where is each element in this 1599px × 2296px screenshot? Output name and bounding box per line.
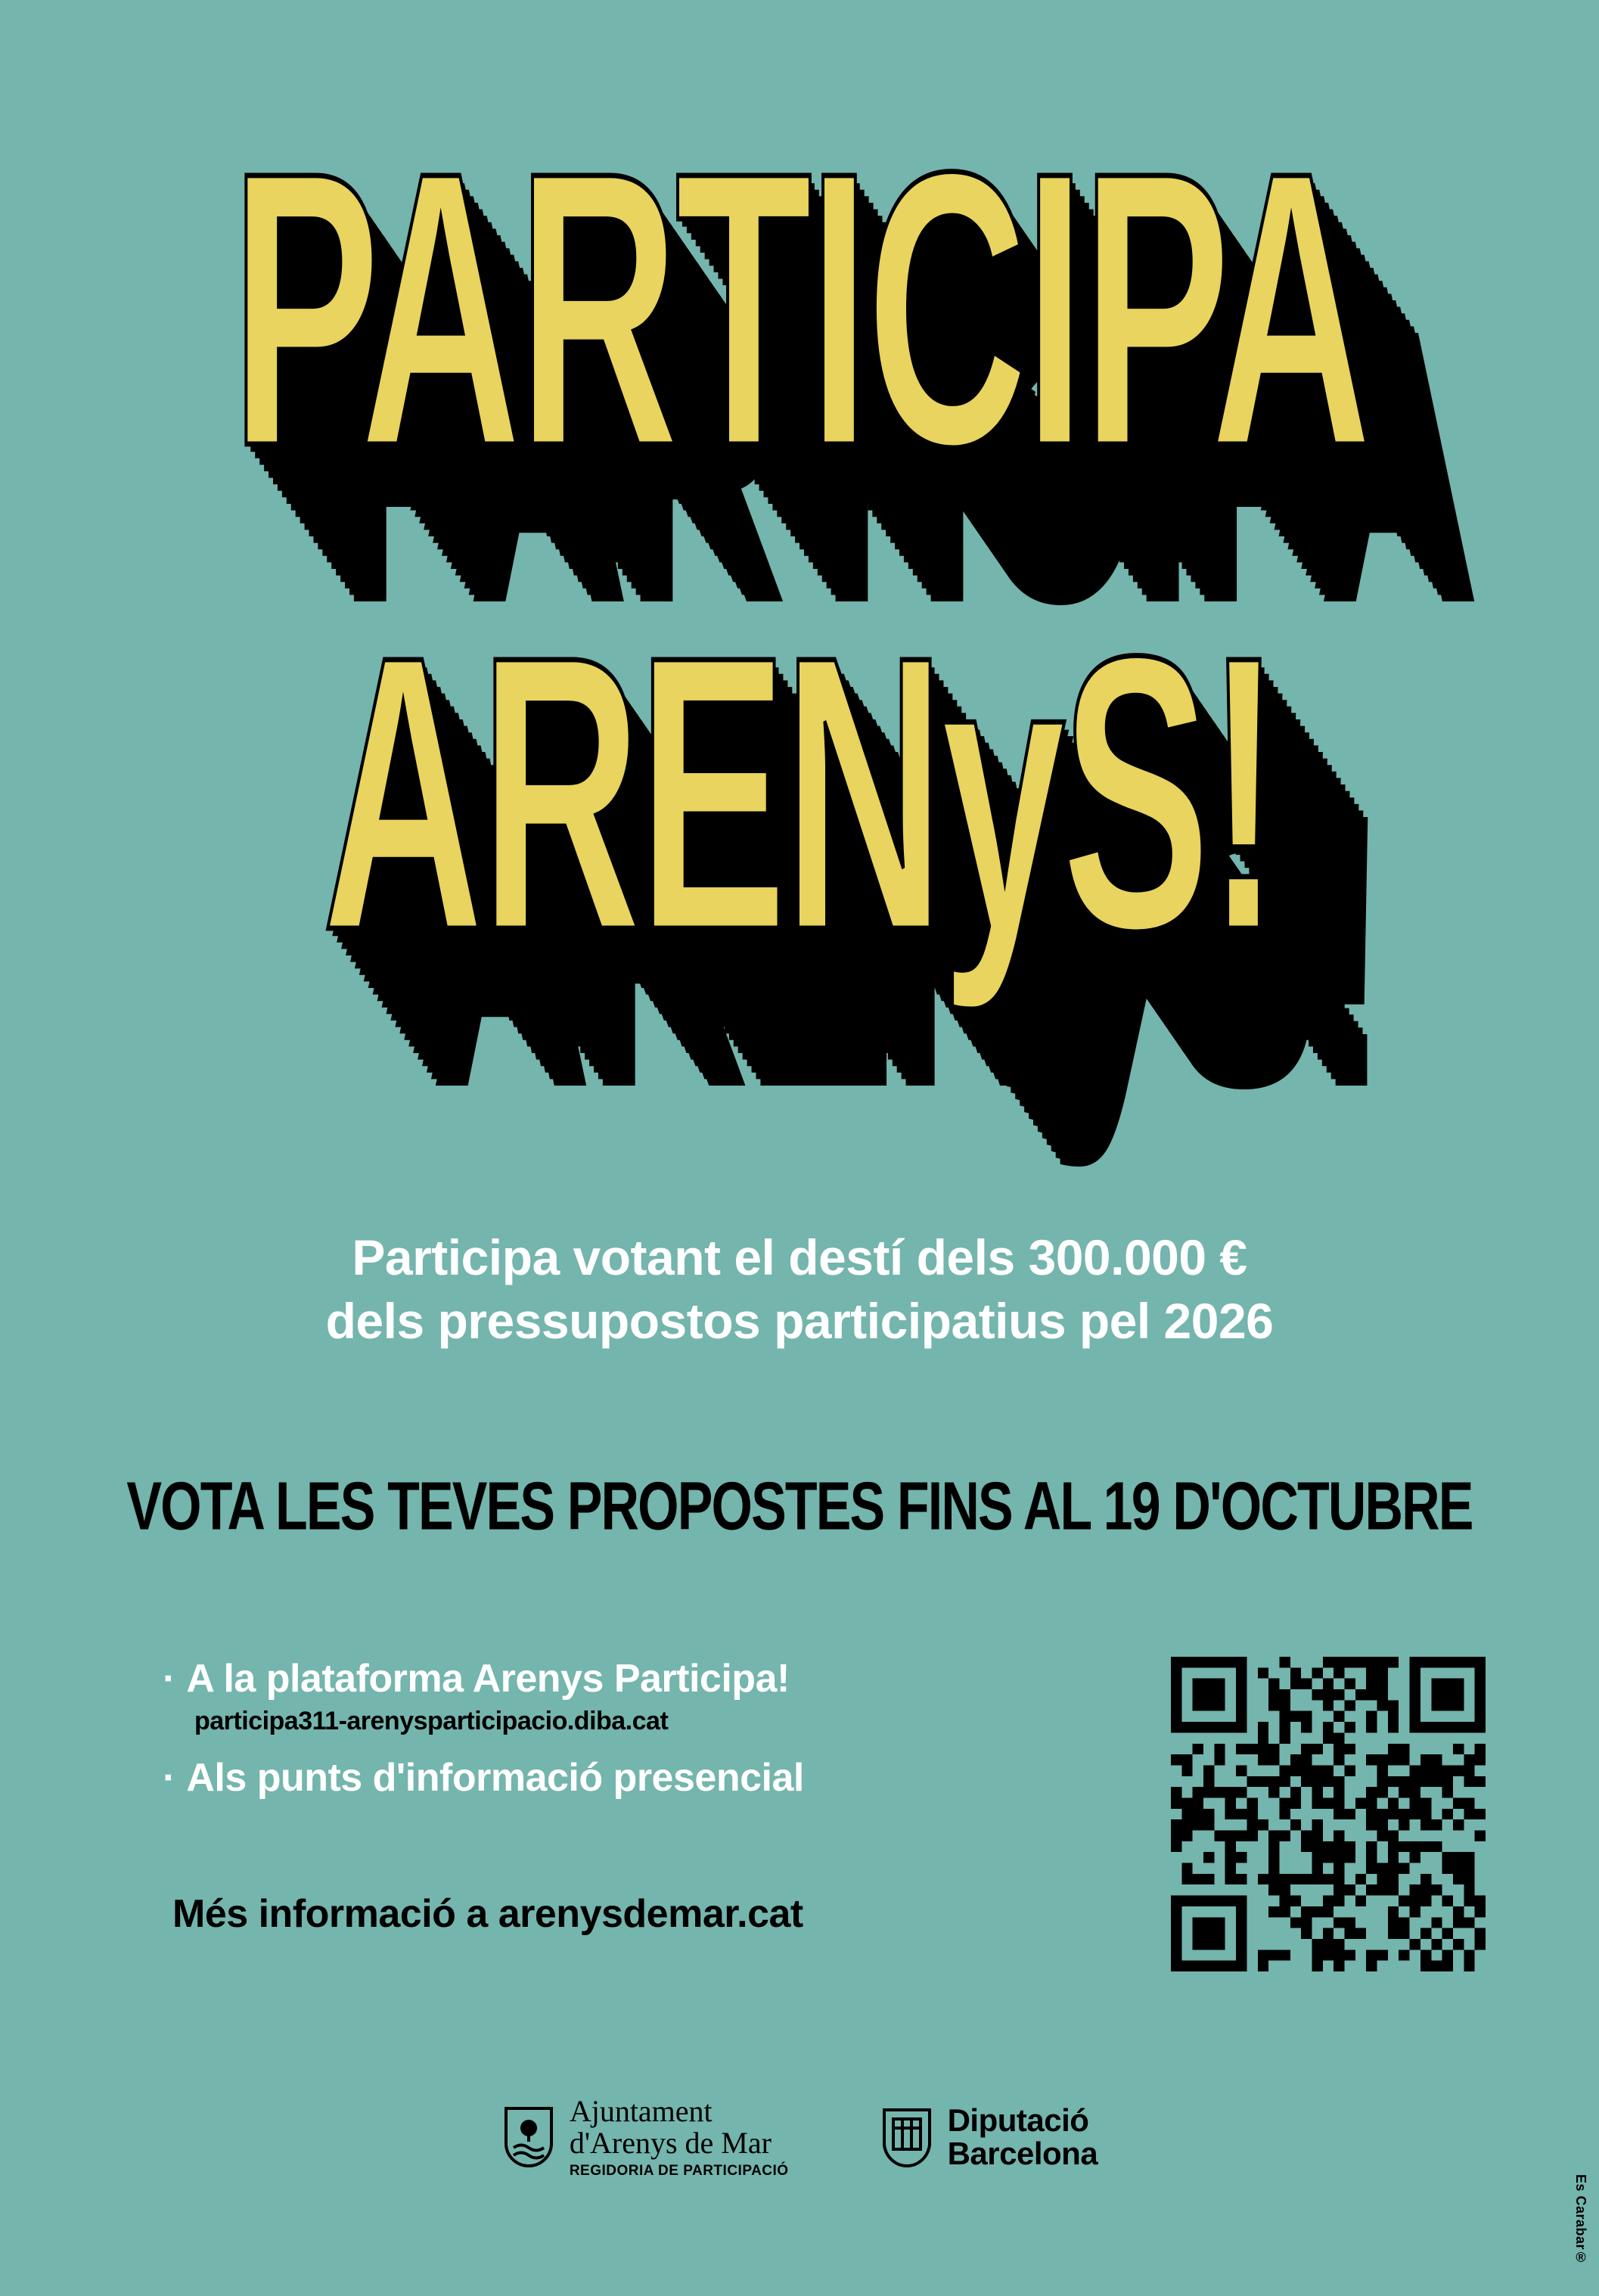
logo-ajuntament-line-3: REGIDORIA DE PARTICIPACIÓ bbox=[569, 2163, 789, 2179]
headline-line-2-upper: AREN bbox=[321, 574, 941, 1011]
bullet-label-platform: A la plataforma Arenys Participa! bbox=[186, 1657, 790, 1701]
list-item bbox=[163, 1756, 1093, 1801]
footer-logos bbox=[0, 2096, 1599, 2179]
subtitle-line-2: dels pressupostos participatius pel 2026 bbox=[325, 1293, 1274, 1350]
bullet-list bbox=[163, 1657, 1093, 1804]
diputacio-barcelona-crest-icon bbox=[880, 2105, 934, 2169]
logo-diputacio-text bbox=[948, 2104, 1098, 2170]
bullet-dot-icon: · bbox=[163, 1755, 176, 1800]
logo-diputacio-barcelona bbox=[880, 2104, 1098, 2170]
bullet-label-inperson: Als punts d'informació presencial bbox=[186, 1755, 804, 1800]
qr-code-icon[interactable] bbox=[1171, 1657, 1486, 1971]
logo-ajuntament-arenys bbox=[501, 2096, 789, 2179]
logo-diputacio-line-1: Diputació bbox=[947, 2102, 1089, 2138]
logo-ajuntament-line-1: Ajuntament bbox=[569, 2094, 713, 2128]
designer-credit: Es Carabar® bbox=[1573, 2174, 1588, 2266]
deadline-banner: VOTA LES TEVES PROPOSTES FINS AL 19 D'OCTUBRE bbox=[126, 1468, 1473, 1545]
logo-diputacio-line-2: Barcelona bbox=[947, 2135, 1098, 2171]
qr-code-svg bbox=[1171, 1657, 1486, 1971]
bullet-dot-icon: · bbox=[163, 1657, 176, 1701]
headline-block bbox=[0, 90, 1599, 1195]
headline-line-2 bbox=[8, 574, 1591, 1011]
list-item bbox=[163, 1657, 1093, 1702]
headline-line-2-end: S! bbox=[1060, 574, 1278, 1011]
subtitle bbox=[0, 1226, 1599, 1353]
subtitle-line-1: Participa votant el destí dels 300.000 € bbox=[352, 1229, 1247, 1285]
more-info-text: Més informació a arenysdemar.cat bbox=[172, 1892, 803, 1936]
headline-line-1: PARTICIPA bbox=[231, 90, 1368, 527]
arenys-de-mar-crest-icon bbox=[501, 2105, 556, 2169]
platform-url[interactable]: participa311-arenysparticipacio.diba.cat bbox=[194, 1706, 669, 1735]
logo-ajuntament-text bbox=[570, 2096, 789, 2179]
logo-ajuntament-line-2: d'Arenys de Mar bbox=[569, 2126, 772, 2160]
headline-line-2-lower: y bbox=[940, 574, 1061, 1011]
